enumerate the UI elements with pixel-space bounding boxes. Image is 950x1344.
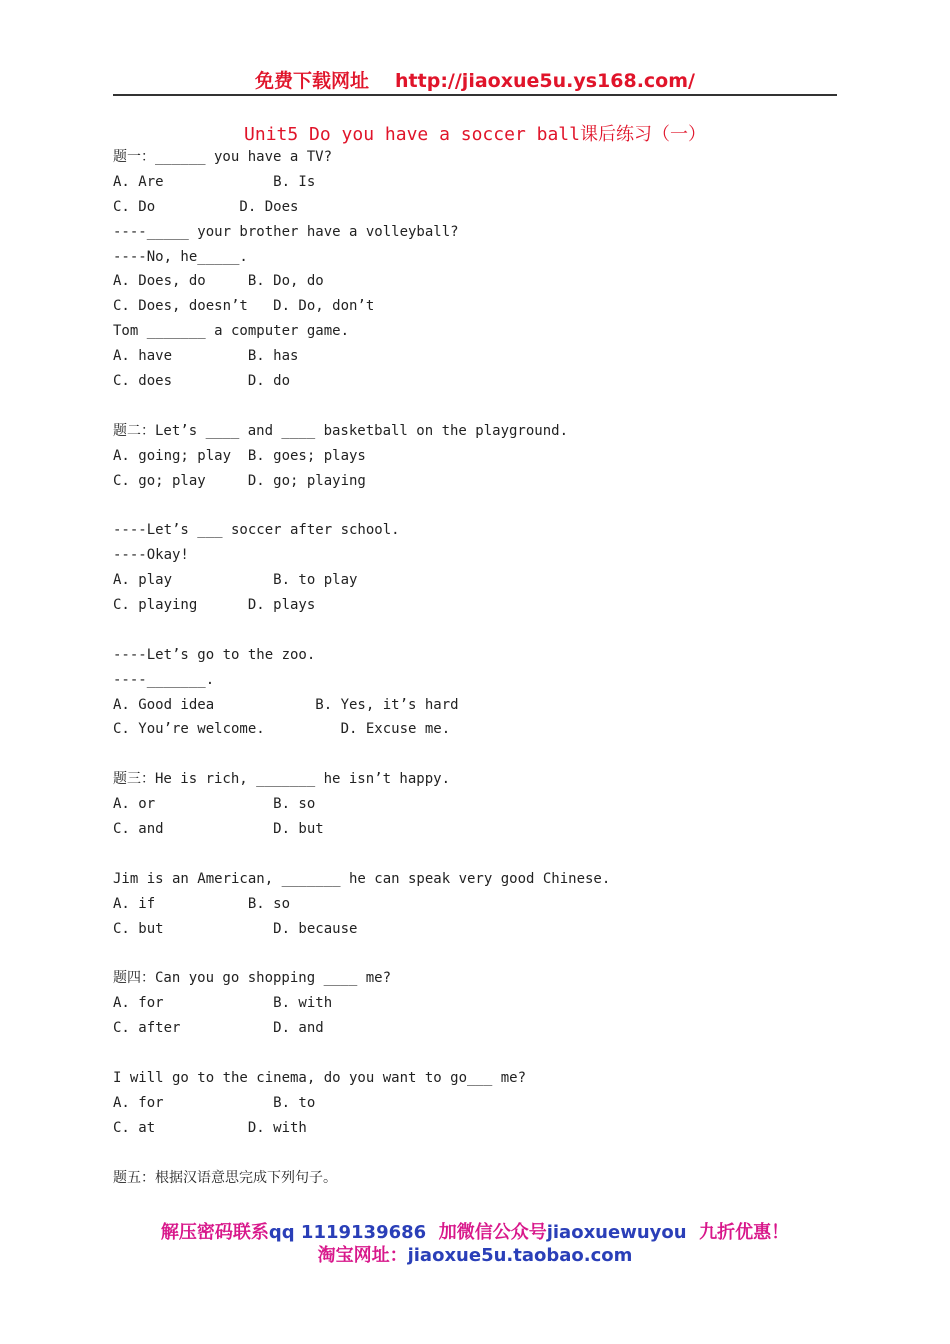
qq-number: qq 1119139686: [268, 1222, 427, 1243]
q3-options-cd: C. does D. do: [113, 373, 291, 390]
q2-stem-a: ----_____ your brother have a volleyball?: [113, 223, 459, 240]
site-label: 免费下载网址: [255, 70, 370, 92]
section4-q2-stem: I will go to the cinema, do you want to go___ me?: [113, 1069, 527, 1086]
section3-q1-stem: 题三：He is rich, _______ he isn’t happy.: [113, 771, 451, 788]
section3-q2-options-cd: C. but D. because: [113, 920, 358, 937]
section2-q2-options-cd: C. playing D. plays: [113, 597, 316, 614]
q2-options-cd: C. Does, doesn’t D. Do, don’t: [113, 298, 375, 315]
section2-q1-options-cd: C. go; play D. go; playing: [113, 472, 366, 489]
taobao-label: 淘宝网址：: [317, 1245, 408, 1266]
section3-q1-options-cd: C. and D. but: [113, 821, 324, 838]
blank-line: [113, 618, 853, 643]
footer-taobao-line: [0, 1241, 950, 1267]
section4-q1-options-cd: C. after D. and: [113, 1020, 324, 1037]
section3-q2-options-ab: A. if B. so: [113, 895, 291, 912]
q3-options-ab: A. have B. has: [113, 348, 299, 365]
blank-line: [113, 493, 853, 518]
blank-line: [113, 942, 853, 967]
section2-q2-stem-b: ----Okay!: [113, 547, 189, 564]
q2-options-ab: A. Does, do B. Do, do: [113, 273, 324, 290]
blank-line: [113, 1041, 853, 1066]
section2-q1-options-ab: A. going; play B. goes; plays: [113, 447, 366, 464]
q3-stem: Tom _______ a computer game.: [113, 323, 350, 340]
section2-q3-options-cd: C. You’re welcome. D. Excuse me.: [113, 721, 451, 738]
section3-q1-options-ab: A. or B. so: [113, 796, 316, 813]
section2-q3-stem-a: ----Let’s go to the zoo.: [113, 646, 316, 663]
section5-instruction: 题五：根据汉语意思完成下列句子。: [113, 1169, 337, 1186]
section4-q1-stem: 题四：Can you go shopping ____ me?: [113, 970, 392, 987]
blank-line: [113, 1141, 853, 1166]
blank-line: [113, 842, 853, 867]
q1-options-ab: A. Are B. Is: [113, 173, 316, 190]
q1-options-cd: C. Do D. Does: [113, 198, 299, 215]
blank-line: [113, 394, 853, 419]
section4-q1-options-ab: A. for B. with: [113, 995, 333, 1012]
section4-q2-options-ab: A. for B. to: [113, 1094, 316, 1111]
document-title: Unit5 Do you have a soccer ball课后练习（一）: [244, 124, 706, 145]
section2-q1-stem: 题二：Let’s ____ and ____ basketball on the playground.: [113, 422, 569, 439]
wechat-id: jiaoxuewuyou: [546, 1222, 687, 1243]
section2-q3-stem-b: ----_______.: [113, 671, 215, 688]
exercise-content: [113, 145, 853, 1190]
section2-q2-stem-a: ----Let’s ___ soccer after school.: [113, 522, 400, 539]
section2-q3-options-ab: A. Good idea B. Yes, it’s hard: [113, 696, 459, 713]
taobao-url-link[interactable]: jiaoxue5u.taobao.com: [407, 1245, 633, 1266]
section4-q2-options-cd: C. at D. with: [113, 1119, 307, 1136]
blank-line: [113, 742, 853, 767]
site-url-link[interactable]: http://jiaoxue5u.ys168.com/: [395, 70, 695, 92]
discount-text: 九折优惠！: [699, 1222, 790, 1243]
q2-stem-b: ----No, he_____.: [113, 248, 248, 265]
q1-stem: 题一：______ you have a TV?: [113, 149, 333, 165]
page-header: [113, 66, 837, 96]
section3-q2-stem: Jim is an American, _______ he can speak very good Chinese.: [113, 870, 611, 887]
contact-label: 解压密码联系: [160, 1222, 269, 1243]
section2-q2-options-ab: A. play B. to play: [113, 572, 358, 589]
wechat-label: 加微信公众号: [438, 1222, 547, 1243]
